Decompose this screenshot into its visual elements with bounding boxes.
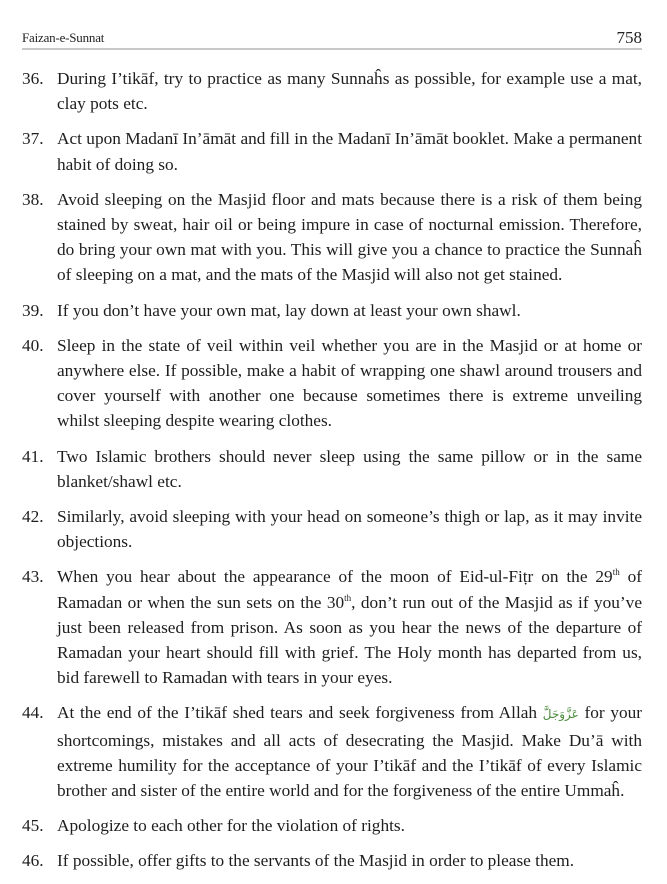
item-text: Avoid sleeping on the Masjid floor and mats because there is a risk of them being stained by sweat, hair oil or being impure in case of nocturnal emission. Therefore, do bring your own mat with you. This will give you a chance to practice the Sunnaĥ of sleeping on a mat, and the mats of the Masjid will also not get stained. — [57, 189, 642, 285]
text-segment: When you hear about the appearance of the moon of Eid-ul-Fiṭr on the 29 — [57, 567, 613, 587]
item-number: 44. — [22, 703, 44, 723]
item-number: 38. — [22, 189, 44, 209]
item-text: Apologize to each other for the violation of rights. — [57, 816, 405, 836]
item-text: Similarly, avoid sleeping with your head on someone’s thigh or lap, as it may invite objections. — [57, 507, 642, 552]
item-number: 43. — [22, 567, 44, 587]
guidelines-list — [22, 66, 642, 884]
item-text: If you don’t have your own mat, lay down at least your own shawl. — [57, 300, 521, 320]
item-number: 40. — [22, 335, 44, 355]
item-number: 36. — [22, 69, 44, 88]
text-segment: , don’t run out of the Masjid as if you’ve just been released from prison. As soon as you hear the news of the departure of Ramadan your heart should fill with grief. The Holy month has departed from us, bid farewell to Ramadan with tears in your eyes. — [57, 592, 642, 688]
list-item-45 — [22, 813, 642, 838]
item-text: During I’tikāf, try to practice as many Sunnaĥs as possible, for example use a mat, clay pots etc. — [57, 69, 642, 114]
book-title: Faizan-e-Sunnat — [22, 30, 105, 45]
item-text: If possible, offer gifts to the servants of the Masjid in order to please them. — [57, 851, 575, 871]
item-text: Sleep in the state of veil within veil whether you are in the Masjid or at home or anywhere else. If possible, make a habit of wrapping one shawl around trousers and cover yourself with another one because sometimes there is extreme unveiling whilst sleeping despite wearing clothes. — [57, 335, 642, 431]
page-number: 758 — [616, 28, 642, 47]
list-item-41 — [22, 444, 642, 494]
item-number: 37. — [22, 129, 44, 149]
item-text: Two Islamic brothers should never sleep using the same pillow or in the same blanket/shawl etc. — [57, 446, 642, 491]
text-segment: for your shortcomings, mistakes and all acts of desecrating the Masjid. Make Du’ā with extreme humility for the acceptance of your I’tikāf and the I’tikāf of every Islamic brother and sister of the entire world and for the forgiveness of the entire Ummaĥ. — [57, 703, 642, 801]
item-text — [57, 703, 642, 800]
ordinal-suffix: th — [612, 567, 620, 578]
list-item-44 — [22, 700, 642, 803]
item-number: 46. — [22, 851, 44, 871]
list-item-37 — [22, 126, 642, 176]
list-item-39 — [22, 298, 642, 323]
item-text: Act upon Madanī In’āmāt and fill in the Madanī In’āmāt booklet. Make a permanent habit of doing so. — [57, 129, 642, 174]
list-item-38 — [22, 187, 642, 288]
page-header — [22, 24, 642, 50]
item-number: 41. — [22, 446, 44, 466]
text-segment: At the end of the I’tikāf shed tears and seek forgiveness from Allah — [57, 703, 543, 723]
item-number: 45. — [22, 816, 44, 836]
list-item-43 — [22, 564, 642, 690]
item-number: 42. — [22, 507, 44, 527]
ordinal-suffix: th — [344, 592, 352, 603]
header-rule — [22, 48, 642, 50]
item-text — [57, 567, 642, 687]
list-item-36 — [22, 66, 642, 116]
list-item-46 — [22, 848, 642, 873]
list-item-40 — [22, 333, 642, 434]
item-number: 39. — [22, 300, 44, 320]
text-segment: of Ramadan or when the sun sets on the 30 — [57, 567, 642, 612]
arabic-honorific: عَزَّوَجَلَّ — [542, 707, 579, 722]
list-item-42 — [22, 504, 642, 554]
